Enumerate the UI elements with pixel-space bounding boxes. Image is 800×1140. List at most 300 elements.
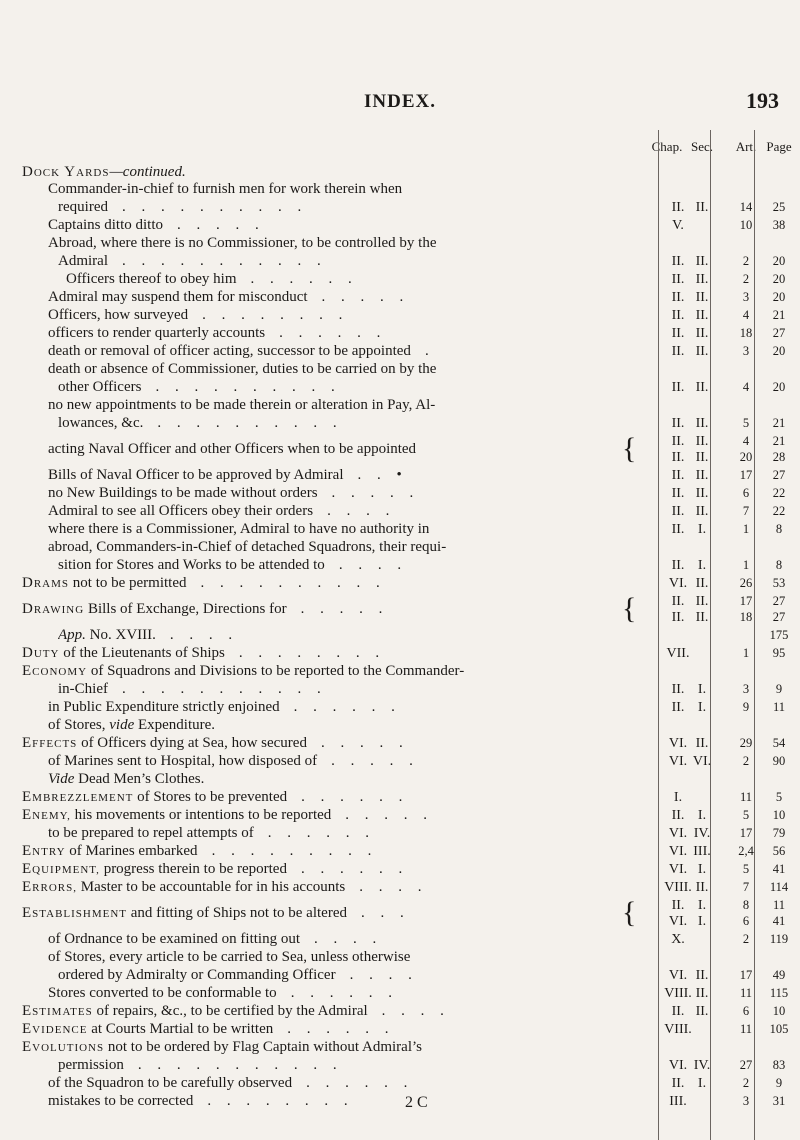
cell-chap: VI. bbox=[668, 576, 688, 591]
entry-heading: ENEMY, bbox=[22, 807, 71, 823]
cell-page: 54 bbox=[772, 736, 786, 750]
leader-dots: . . . . . bbox=[345, 807, 434, 823]
cell-chap: II. bbox=[671, 1004, 685, 1019]
leader-dots: . . . . . . . . . . . bbox=[122, 681, 327, 697]
cell-sec: II. bbox=[695, 254, 709, 269]
leader-dots: . . . . . . . . . . bbox=[155, 379, 341, 395]
cell-page: 41 bbox=[772, 914, 786, 928]
cell-chap: II. bbox=[671, 558, 685, 573]
index-row bbox=[0, 217, 800, 234]
entry-heading: EFFECTS bbox=[22, 735, 78, 751]
cell-chap: II. bbox=[671, 808, 685, 823]
index-row bbox=[0, 843, 800, 860]
cell-page: 95 bbox=[772, 646, 786, 660]
entry-text bbox=[48, 325, 386, 342]
entry-body: of Ordnance to be examined on fitting out bbox=[48, 931, 301, 947]
column-header-sec: Sec. bbox=[690, 139, 714, 154]
entry-body: required bbox=[58, 199, 108, 215]
cell-sec: II. bbox=[695, 504, 709, 519]
cell-art: 5 bbox=[742, 862, 750, 876]
cell-chap: VII. bbox=[666, 646, 690, 661]
cell-chap: II. bbox=[671, 594, 685, 609]
index-row bbox=[0, 753, 800, 770]
cell-chap: II. bbox=[671, 416, 685, 431]
leader-dots: . . . . . . bbox=[306, 1075, 414, 1091]
entry-body: Bills of Exchange, Directions for bbox=[87, 601, 287, 617]
cell-sec: II. bbox=[695, 272, 709, 287]
entry-text bbox=[58, 199, 307, 216]
index-row bbox=[0, 967, 800, 984]
cell-art: 17 bbox=[739, 826, 753, 840]
cell-sec: I. bbox=[697, 914, 707, 929]
entry-body: of Marines embarked bbox=[69, 843, 198, 859]
entry-body: Stores converted to be conformable to bbox=[48, 985, 277, 1001]
cell-sec: II. bbox=[695, 326, 709, 341]
cell-sec: II. bbox=[695, 594, 709, 609]
cell-page: 20 bbox=[772, 380, 786, 394]
entry-body: acting Naval Officer and other Officers when to be appointed bbox=[48, 441, 417, 457]
leader-dots: . . . . . bbox=[177, 217, 265, 233]
index-row bbox=[0, 485, 800, 502]
cell-page: 20 bbox=[772, 290, 786, 304]
cell-chap: VI. bbox=[668, 914, 688, 929]
entry-body: his movements or intentions to be reported bbox=[74, 807, 332, 823]
leader-dots: . . . . . . bbox=[301, 789, 409, 805]
entry-text bbox=[22, 575, 386, 593]
cell-page: 25 bbox=[772, 200, 786, 214]
cell-art: 6 bbox=[742, 914, 750, 928]
entry-heading: ECONOMY bbox=[22, 663, 88, 679]
index-row bbox=[0, 663, 800, 680]
cell-chap: II. bbox=[671, 486, 685, 501]
entry-text bbox=[58, 967, 418, 984]
entry-body: abroad, Commanders-in-Chief of detached Squadrons, their requi- bbox=[48, 539, 447, 555]
entry-body: lowances, &c. bbox=[58, 415, 144, 431]
entry-body: of Stores, vide Expenditure. bbox=[48, 717, 216, 733]
leader-dots: . . . . . . bbox=[279, 325, 387, 341]
entry-body: of the Squadron to be carefully observed bbox=[48, 1075, 293, 1091]
cell-art: 17 bbox=[739, 968, 753, 982]
entry-text bbox=[22, 1021, 395, 1039]
cell-page: 21 bbox=[772, 416, 786, 430]
entry-body: of repairs, &c., to be certified by the Admiral bbox=[96, 1003, 368, 1019]
entry-text bbox=[48, 181, 402, 198]
cell-art: 2 bbox=[742, 254, 750, 268]
cell-page: 20 bbox=[772, 254, 786, 268]
index-row bbox=[0, 575, 800, 592]
index-row bbox=[0, 432, 800, 465]
cell-page: 38 bbox=[772, 218, 786, 232]
entry-body: Admiral to see all Officers obey their orders bbox=[48, 503, 314, 519]
index-row bbox=[0, 1093, 800, 1110]
entry-body: ordered by Admiralty or Commanding Officer bbox=[58, 967, 336, 983]
cell-sec: II. bbox=[695, 308, 709, 323]
index-row bbox=[0, 931, 800, 948]
index-row bbox=[0, 235, 800, 252]
entry-body: other Officers bbox=[58, 379, 142, 395]
cell-page: 20 bbox=[772, 272, 786, 286]
index-row bbox=[0, 307, 800, 324]
entry-text bbox=[22, 645, 385, 663]
cell-sec: VI. bbox=[692, 754, 712, 769]
cell-art: 11 bbox=[739, 790, 753, 804]
index-row bbox=[0, 361, 800, 378]
entry-heading: ESTIMATES bbox=[22, 1003, 93, 1019]
cell-page: 10 bbox=[772, 808, 786, 822]
index-row bbox=[0, 1003, 800, 1020]
cell-art: 10 bbox=[739, 218, 753, 232]
cell-chap: II. bbox=[671, 898, 685, 913]
entry-heading: DUTY bbox=[22, 645, 60, 661]
cell-chap: VI. bbox=[668, 754, 688, 769]
entry-body: death or absence of Commissioner, duties to be carried on by the bbox=[48, 361, 437, 377]
index-row bbox=[0, 861, 800, 878]
cell-sec: II. bbox=[695, 610, 709, 625]
brace-mark: { bbox=[622, 432, 637, 465]
cell-sec: II. bbox=[695, 200, 709, 215]
cell-sec: II. bbox=[695, 450, 709, 465]
entry-text bbox=[66, 271, 358, 288]
leader-dots: . . . . . bbox=[300, 601, 389, 617]
entry-body: Captains ditto ditto bbox=[48, 217, 163, 233]
cell-chap: VI. bbox=[668, 826, 688, 841]
index-row bbox=[0, 789, 800, 806]
cell-page: 20 bbox=[772, 344, 786, 358]
cell-page: 9 bbox=[775, 682, 783, 696]
cell-page: 27 bbox=[772, 468, 786, 482]
entry-text bbox=[58, 1057, 343, 1074]
cell-art: 29 bbox=[739, 736, 753, 750]
entry-text bbox=[48, 771, 204, 788]
cell-art: 2 bbox=[742, 1076, 750, 1090]
cell-art: 26 bbox=[739, 576, 753, 590]
entry-body: permission bbox=[58, 1057, 124, 1073]
cell-art: 3 bbox=[742, 344, 750, 358]
entry-text bbox=[22, 1003, 450, 1021]
cell-art: 1 bbox=[742, 646, 750, 660]
cell-sec: II. bbox=[695, 576, 709, 591]
leader-dots: . . • bbox=[357, 467, 408, 483]
entry-body: officers to render quarterly accounts bbox=[48, 325, 266, 341]
index-row bbox=[0, 771, 800, 788]
cell-chap: III. bbox=[669, 1094, 687, 1109]
entry-body: not to be permitted bbox=[72, 575, 187, 591]
cell-chap: II. bbox=[671, 380, 685, 395]
cell-art: 6 bbox=[742, 486, 750, 500]
entry-heading: ENTRY bbox=[22, 843, 66, 859]
entry-text bbox=[48, 521, 429, 538]
entry-body: of Marines sent to Hospital, how disposed of bbox=[48, 753, 318, 769]
index-row bbox=[0, 199, 800, 216]
cell-page: 53 bbox=[772, 576, 786, 590]
index-row bbox=[0, 379, 800, 396]
cell-page: 49 bbox=[772, 968, 786, 982]
index-row bbox=[0, 681, 800, 698]
cell-chap: I. bbox=[673, 790, 683, 805]
index-row bbox=[0, 467, 800, 484]
entry-body: Abroad, where there is no Commissioner, to be controlled by the bbox=[48, 235, 437, 251]
leader-dots: . . . bbox=[360, 905, 410, 921]
cell-page: 21 bbox=[772, 308, 786, 322]
leader-dots: . . . . . . . . . . bbox=[200, 575, 386, 591]
cell-art: 7 bbox=[742, 504, 750, 518]
brace-mark: { bbox=[622, 592, 637, 625]
column-header-chap: Chap. bbox=[651, 139, 683, 154]
index-row bbox=[0, 415, 800, 432]
leader-dots: . . . . . bbox=[320, 735, 409, 751]
signature-mark: 2 C bbox=[405, 1094, 428, 1111]
cell-page: 83 bbox=[772, 1058, 786, 1072]
cell-chap: VI. bbox=[668, 862, 688, 877]
cell-sec: II. bbox=[695, 290, 709, 305]
leader-dots: . . . . bbox=[349, 967, 418, 983]
cell-chap: II. bbox=[671, 272, 685, 287]
cell-page: 119 bbox=[769, 932, 789, 946]
entry-heading: EMBREZZLEMENT bbox=[22, 789, 134, 805]
index-row bbox=[0, 1021, 800, 1038]
index-row bbox=[0, 397, 800, 414]
cell-page: 41 bbox=[772, 862, 786, 876]
index-row bbox=[0, 1075, 800, 1092]
cell-page: 5 bbox=[775, 790, 783, 804]
cell-page: 27 bbox=[772, 610, 786, 624]
index-row bbox=[0, 879, 800, 896]
cell-art: 5 bbox=[742, 808, 750, 822]
cell-art: 14 bbox=[739, 200, 753, 214]
cell-art: 9 bbox=[742, 700, 750, 714]
entry-body: no new appointments to be made therein or alteration in Pay, Al- bbox=[48, 397, 436, 413]
entry-text bbox=[48, 307, 348, 324]
leader-dots: . . . . . bbox=[331, 485, 420, 501]
entry-text bbox=[48, 289, 409, 306]
cell-page: 105 bbox=[769, 1022, 789, 1036]
cell-page: 22 bbox=[772, 486, 786, 500]
cell-art: 17 bbox=[739, 594, 753, 608]
entry-text bbox=[22, 905, 410, 923]
cell-art: 5 bbox=[742, 416, 750, 430]
cell-chap: II. bbox=[671, 308, 685, 323]
index-row bbox=[0, 325, 800, 342]
index-row bbox=[0, 985, 800, 1002]
page-number: 193 bbox=[746, 88, 779, 113]
entry-body: of the Lieutenants of Ships bbox=[63, 645, 225, 661]
cell-sec: I. bbox=[697, 862, 707, 877]
entry-body: in-Chief bbox=[58, 681, 108, 697]
entry-text bbox=[58, 415, 343, 432]
entry-text bbox=[48, 717, 215, 734]
leader-dots: . . . . . . . . . . bbox=[121, 199, 308, 215]
column-header-art: Art. bbox=[735, 139, 757, 154]
cell-sec: I. bbox=[697, 558, 707, 573]
cell-chap: II. bbox=[671, 522, 685, 537]
cell-art: 4 bbox=[742, 434, 750, 448]
index-row bbox=[0, 1039, 800, 1056]
cell-art: 27 bbox=[739, 1058, 753, 1072]
cell-chap: II. bbox=[671, 254, 685, 269]
cell-chap: II. bbox=[671, 290, 685, 305]
cell-art: 2 bbox=[742, 754, 750, 768]
leader-dots: . . . . . . . . bbox=[202, 307, 349, 323]
cell-art: 7 bbox=[742, 880, 750, 894]
index-row bbox=[0, 735, 800, 752]
cell-page: 11 bbox=[772, 898, 786, 912]
entry-text bbox=[48, 361, 436, 378]
entry-text bbox=[48, 1093, 354, 1110]
index-row bbox=[0, 717, 800, 734]
leader-dots: . . . . . . . . . bbox=[211, 843, 378, 859]
cell-sec: I. bbox=[697, 1076, 707, 1091]
entry-body: Master to be accountable for in his accounts bbox=[80, 879, 346, 895]
entry-text bbox=[48, 825, 375, 842]
cell-sec: IV. bbox=[693, 826, 711, 841]
entry-body: Officers thereof to obey him bbox=[66, 271, 237, 287]
entry-text bbox=[48, 539, 446, 556]
cell-art: 18 bbox=[739, 326, 753, 340]
leader-dots: . . . . . . . . . . bbox=[157, 415, 343, 431]
entry-body: of Stores to be prevented bbox=[137, 789, 288, 805]
entry-text bbox=[48, 343, 435, 360]
entry-body: not to be ordered by Flag Captain without Admiral’s bbox=[107, 1039, 422, 1055]
index-row bbox=[0, 539, 800, 556]
cell-sec: III. bbox=[693, 844, 711, 859]
cell-sec: II. bbox=[695, 880, 709, 895]
brace-mark: { bbox=[622, 896, 637, 929]
cell-chap: VI. bbox=[668, 968, 688, 983]
cell-sec: II. bbox=[695, 736, 709, 751]
entry-body: death or removal of officer acting, successor to be appointed bbox=[48, 343, 411, 359]
cell-page: 21 bbox=[772, 434, 786, 448]
cell-page: 27 bbox=[772, 326, 786, 340]
leader-dots: . . . . . . bbox=[293, 699, 401, 715]
cell-chap: II. bbox=[671, 610, 685, 625]
cell-chap: II. bbox=[671, 682, 685, 697]
cell-sec: II. bbox=[695, 968, 709, 983]
cell-page: 31 bbox=[772, 1094, 786, 1108]
entry-text bbox=[58, 253, 327, 270]
cell-page: 22 bbox=[772, 504, 786, 518]
leader-dots: . . . . bbox=[338, 557, 408, 573]
index-row bbox=[0, 825, 800, 842]
cell-chap: VIII. bbox=[664, 880, 692, 895]
leader-dots: . . . . . . bbox=[267, 825, 376, 841]
cell-sec: II. bbox=[695, 468, 709, 483]
leader-dots: . bbox=[424, 343, 435, 359]
leader-dots: . . . . . . bbox=[290, 985, 398, 1001]
cell-art: 2 bbox=[742, 932, 750, 946]
index-row bbox=[0, 949, 800, 966]
entry-text bbox=[48, 467, 408, 484]
entry-body: to be prepared to repel attempts of bbox=[48, 825, 254, 841]
entry-body: of Officers dying at Sea, how secured bbox=[81, 735, 307, 751]
index-row bbox=[0, 164, 800, 181]
cell-page: 175 bbox=[769, 628, 789, 642]
entry-text bbox=[48, 217, 265, 234]
cell-art: 1 bbox=[742, 558, 750, 572]
cell-chap: II. bbox=[671, 450, 685, 465]
cell-art: 1 bbox=[742, 522, 750, 536]
entry-body: Commander-in-chief to furnish men for work therein when bbox=[48, 181, 403, 197]
entry-body: in Public Expenditure strictly enjoined bbox=[48, 699, 280, 715]
entry-body: Officers, how surveyed bbox=[48, 307, 189, 323]
entry-text bbox=[58, 379, 341, 396]
cell-page: 10 bbox=[772, 1004, 786, 1018]
entry-text bbox=[22, 861, 408, 879]
entry-text bbox=[48, 485, 419, 502]
leader-dots: . . . . . . . . bbox=[207, 1093, 354, 1109]
cell-chap: VI. bbox=[668, 736, 688, 751]
cell-chap: VI. bbox=[668, 844, 688, 859]
index-row bbox=[0, 521, 800, 538]
cell-sec: II. bbox=[695, 986, 709, 1001]
index-row bbox=[0, 1057, 800, 1074]
entry-body: App. No. XVIII. bbox=[58, 627, 156, 643]
entry-body: Admiral bbox=[58, 253, 108, 269]
leader-dots: . . . . bbox=[314, 931, 383, 947]
entry-text bbox=[48, 235, 436, 252]
entry-heading: DRAWING bbox=[22, 601, 85, 617]
cell-chap: II. bbox=[671, 504, 685, 519]
cell-sec: II. bbox=[695, 380, 709, 395]
cell-chap: VI. bbox=[668, 1058, 688, 1073]
index-row bbox=[0, 557, 800, 574]
cell-page: 11 bbox=[772, 700, 786, 714]
cell-art: 20 bbox=[739, 450, 753, 464]
index-row bbox=[0, 343, 800, 360]
entry-heading: ERRORS, bbox=[22, 879, 77, 895]
column-header-page: Page bbox=[766, 139, 792, 154]
cell-art: 3 bbox=[742, 290, 750, 304]
entry-heading: DOCK YARDS bbox=[22, 164, 110, 180]
entry-body: no New Buildings to be made without orders bbox=[48, 485, 318, 501]
entry-heading: DRAMS bbox=[22, 575, 70, 591]
entry-body: Admiral may suspend them for misconduct bbox=[48, 289, 308, 305]
entry-body: and fitting of Ships not to be altered bbox=[130, 905, 347, 921]
cell-page: 9 bbox=[775, 1076, 783, 1090]
index-row bbox=[0, 253, 800, 270]
cell-page: 27 bbox=[772, 594, 786, 608]
entry-text bbox=[48, 931, 382, 948]
cell-art: 2,4 bbox=[738, 844, 754, 858]
entry-body: of Stores, every article to be carried to Sea, unless otherwise bbox=[48, 949, 411, 965]
leader-dots: . . . . bbox=[327, 503, 396, 519]
leader-dots: . . . . . bbox=[331, 753, 419, 769]
entry-text bbox=[58, 681, 327, 698]
entry-text bbox=[22, 735, 409, 753]
entry-body: Bills of Naval Officer to be approved by Admiral bbox=[48, 467, 344, 483]
leader-dots: . . . . bbox=[381, 1003, 450, 1019]
leader-dots: . . . . . . bbox=[300, 861, 409, 877]
cell-chap: VIII. bbox=[664, 986, 692, 1001]
cell-page: 8 bbox=[775, 522, 783, 536]
cell-chap: II. bbox=[671, 344, 685, 359]
index-row bbox=[0, 592, 800, 625]
cell-chap: II. bbox=[671, 700, 685, 715]
entry-text bbox=[22, 601, 388, 619]
leader-dots: . . . . . bbox=[321, 289, 410, 305]
entry-body: at Courts Martial to be written bbox=[91, 1021, 274, 1037]
entry-text bbox=[22, 879, 428, 897]
entry-body: Vide Dead Men’s Clothes. bbox=[48, 771, 205, 787]
cell-sec: II. bbox=[695, 434, 709, 449]
cell-sec: I. bbox=[697, 522, 707, 537]
cell-sec: I. bbox=[697, 700, 707, 715]
entry-text bbox=[48, 397, 435, 414]
entry-heading: ESTABLISHMENT bbox=[22, 905, 128, 921]
entry-body: sition for Stores and Works to be attended to bbox=[58, 557, 325, 573]
entry-text bbox=[22, 1039, 422, 1057]
entry-text bbox=[48, 503, 395, 520]
leader-dots: . . . . . . bbox=[287, 1021, 395, 1037]
